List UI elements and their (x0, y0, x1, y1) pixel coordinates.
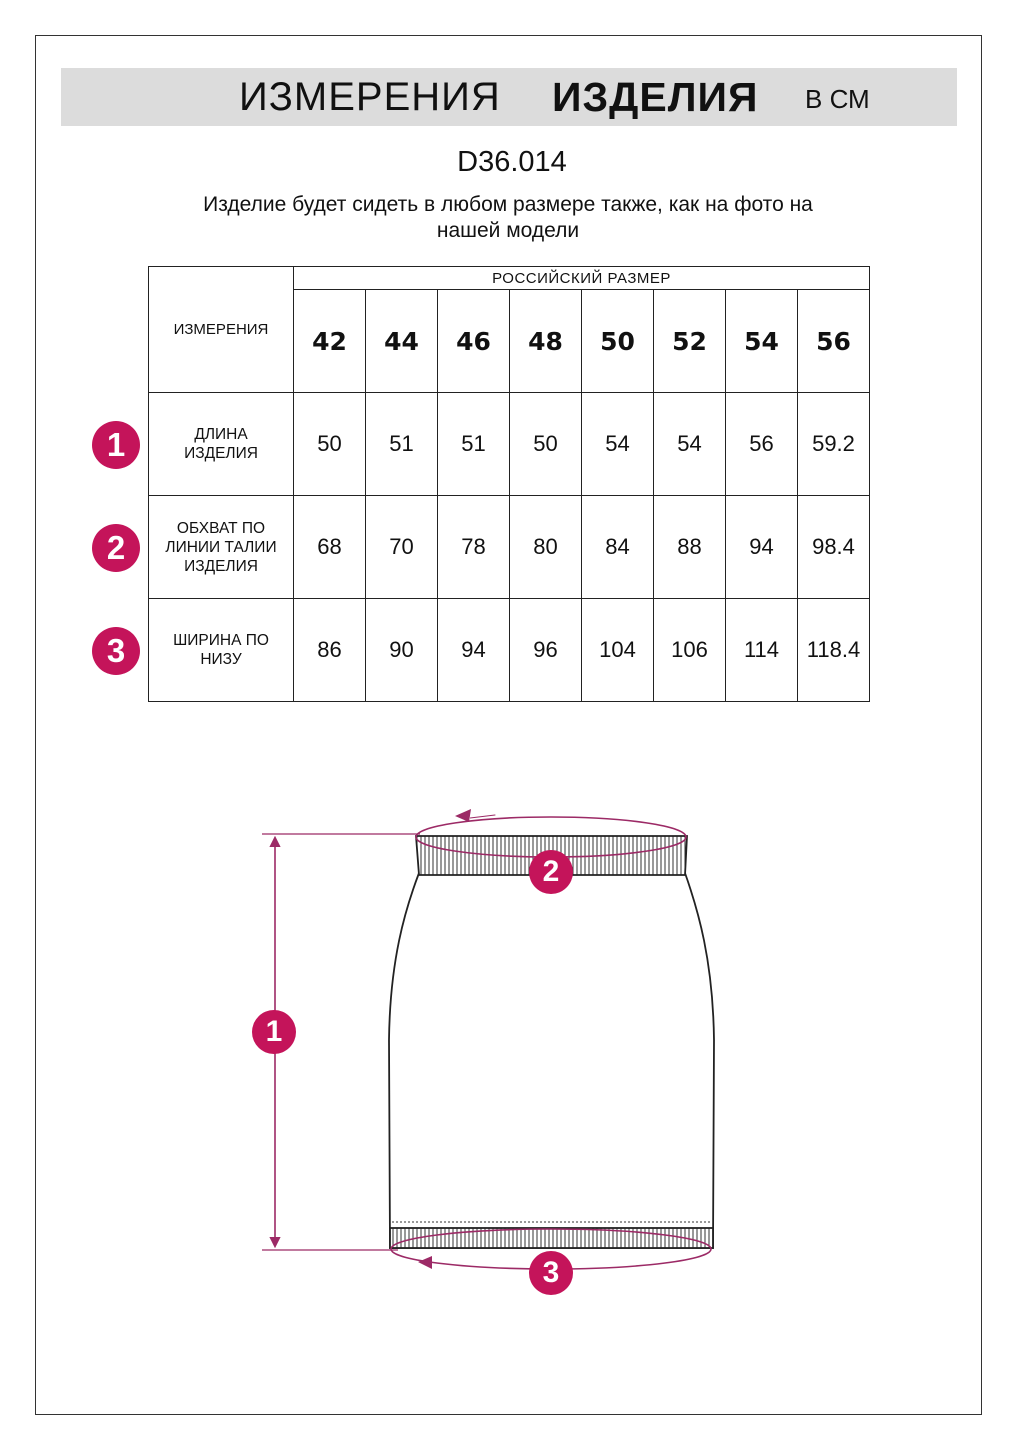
hem-band (390, 1228, 713, 1248)
title-measurements: ИЗМЕРЕНИЯ (239, 75, 501, 119)
row-number-badge: 1 (92, 421, 140, 469)
table-cell: 80 (510, 496, 582, 599)
size-header: 44 (366, 290, 438, 393)
diagram-marker-hem: 3 (529, 1251, 573, 1295)
size-header: 54 (726, 290, 798, 393)
table-cell: 118.4 (798, 599, 870, 702)
russian-size-header: РОССИЙСКИЙ РАЗМЕР (294, 267, 870, 290)
table-cell: 94 (438, 599, 510, 702)
title-product: ИЗДЕЛИЯ (552, 74, 759, 120)
size-header: 42 (294, 290, 366, 393)
table-cell: 54 (654, 393, 726, 496)
diagram-marker-waist: 2 (529, 850, 573, 894)
article-code: D36.014 (457, 146, 567, 178)
table-cell: 84 (582, 496, 654, 599)
table-cell: 70 (366, 496, 438, 599)
label-line: НИЗУ (200, 651, 242, 668)
row-number-badge: 3 (92, 627, 140, 675)
table-cell: 96 (510, 599, 582, 702)
waist-arrow (470, 815, 495, 818)
table-cell: 90 (366, 599, 438, 702)
table-cell: 106 (654, 599, 726, 702)
label-line: ШИРИНА ПО (173, 632, 269, 649)
skirt-outline (389, 873, 714, 1248)
size-header: 56 (798, 290, 870, 393)
table-cell: 51 (366, 393, 438, 496)
table-cell: 98.4 (798, 496, 870, 599)
label-line: ИЗДЕЛИЯ (184, 557, 258, 575)
size-header: 46 (438, 290, 510, 393)
table-cell: 114 (726, 599, 798, 702)
table-cell: 50 (510, 393, 582, 496)
size-header: 48 (510, 290, 582, 393)
table-cell: 54 (582, 393, 654, 496)
table-cell: 50 (294, 393, 366, 496)
measure-header: ИЗМЕРЕНИЯ (149, 267, 294, 393)
table-cell: 59.2 (798, 393, 870, 496)
fit-note-line-1: Изделие будет сидеть в любом размере также, как на фото на (203, 193, 813, 216)
diagram-marker-length: 1 (252, 1010, 296, 1054)
table-cell: 104 (582, 599, 654, 702)
table-cell: 94 (726, 496, 798, 599)
label-line: ОБХВАТ ПО (176, 519, 266, 537)
title-unit: В СМ (805, 84, 870, 114)
row-number-badge: 2 (92, 524, 140, 572)
label-line: ИЗДЕЛИЯ (184, 445, 258, 462)
table-cell: 56 (726, 393, 798, 496)
table-cell: 51 (438, 393, 510, 496)
label-line: ЛИНИИ ТАЛИИ (165, 538, 277, 556)
fit-note-line-2: нашей модели (436, 219, 580, 242)
table-cell: 86 (294, 599, 366, 702)
size-header: 50 (582, 290, 654, 393)
size-header: 52 (654, 290, 726, 393)
label-line: ДЛИНА (194, 426, 248, 443)
table-cell: 78 (438, 496, 510, 599)
table-cell: 88 (654, 496, 726, 599)
table-cell: 68 (294, 496, 366, 599)
